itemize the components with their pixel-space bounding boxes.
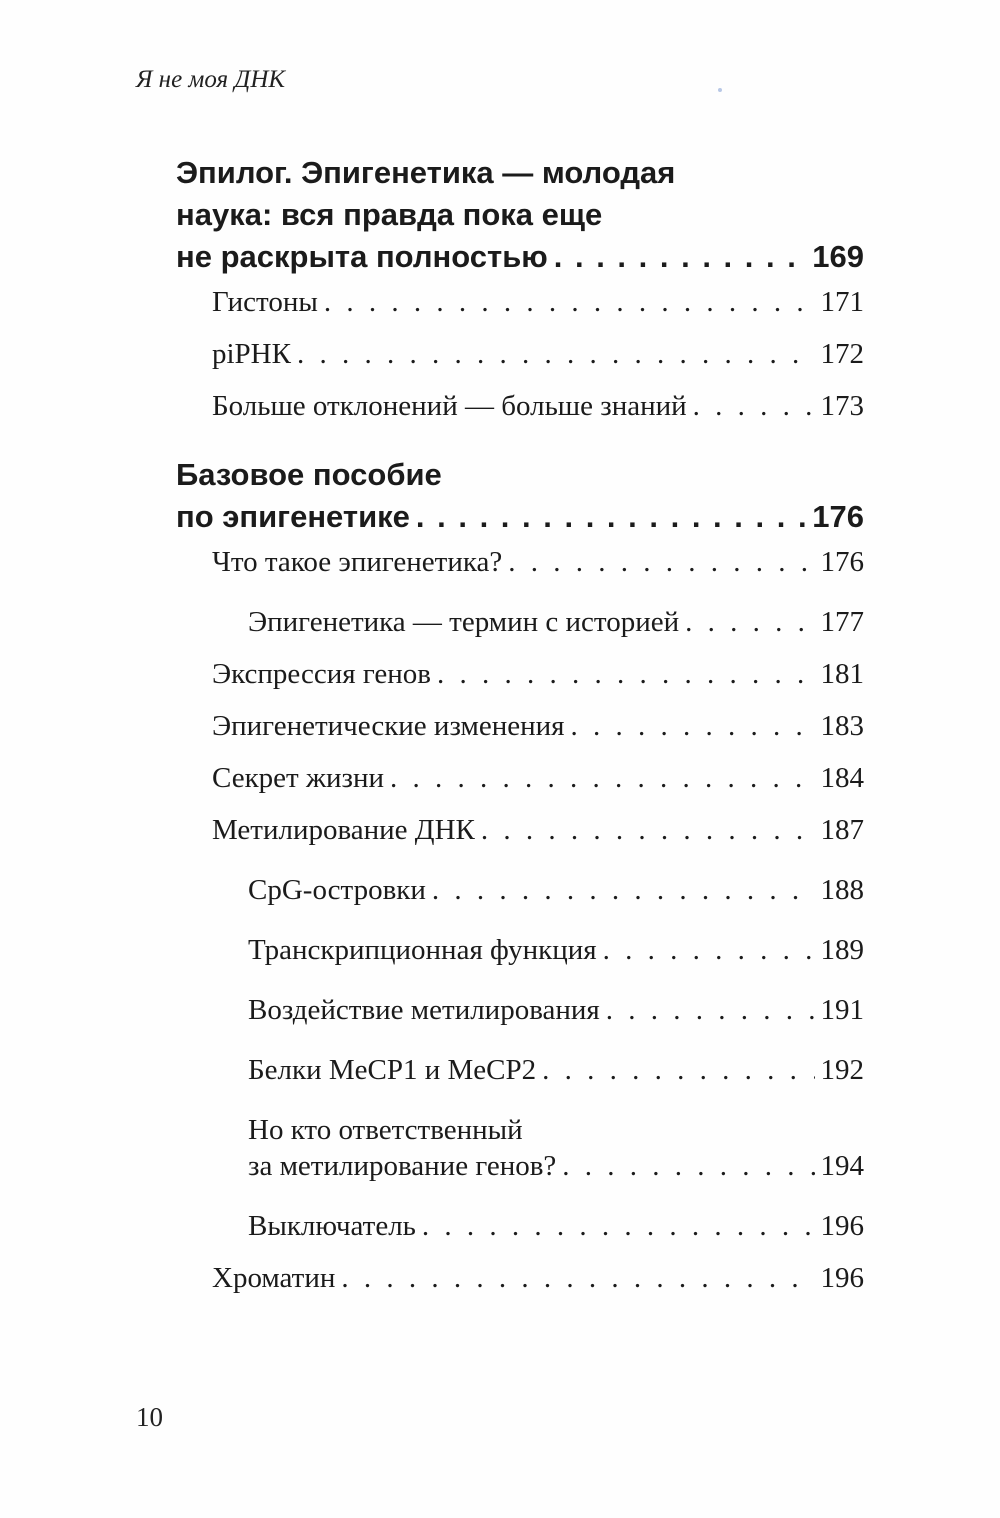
entry-page-number: 181 [820, 658, 864, 690]
toc-subentry[interactable] [176, 1052, 864, 1088]
entry-title: Гистоны [212, 286, 318, 318]
entry-title: Транскрипционная функция [248, 934, 597, 966]
entry-title: Метилирование ДНК [212, 814, 475, 846]
toc-entry[interactable] [176, 812, 864, 848]
entry-title: Секрет жизни [212, 762, 385, 794]
toc-entry[interactable] [176, 284, 864, 320]
toc-subentry[interactable] [176, 872, 864, 908]
entry-title: за метилирование генов? [248, 1150, 557, 1182]
toc-entry[interactable] [176, 544, 864, 580]
entry-page-number: 176 [820, 546, 864, 578]
dot-leader [416, 496, 806, 538]
entry-title: piРНК [212, 338, 291, 370]
dot-leader [481, 812, 815, 848]
page-number: 10 [136, 1402, 163, 1432]
entry-title: Эпигенетика — термин с историей [248, 606, 680, 638]
entry-page-number: 189 [820, 934, 864, 966]
dot-leader [693, 388, 815, 424]
running-head: Я не моя ДНК [136, 66, 285, 93]
entry-page-number: 188 [820, 874, 864, 906]
toc-subentry[interactable] [176, 604, 864, 640]
entry-page-number: 172 [820, 338, 864, 370]
entry-page-number: 191 [820, 994, 864, 1026]
entry-page-number: 177 [820, 606, 864, 638]
chapter-title-line: по эпигенетике [176, 499, 410, 534]
dot-leader [432, 872, 815, 908]
chapter-title-line: не раскрыта полностью [176, 239, 548, 274]
chapter-page-number: 176 [812, 499, 864, 534]
entry-page-number: 187 [820, 814, 864, 846]
dot-leader [341, 1260, 814, 1296]
dot-leader [324, 284, 815, 320]
chapter-title-line: наука: вся правда пока еще [176, 197, 603, 232]
entry-title: Больше отклонений — больше знаний [212, 390, 687, 422]
toc-entry[interactable] [176, 656, 864, 692]
toc-chapter-basic-guide[interactable] [176, 454, 864, 538]
entry-title: CpG-островки [248, 874, 426, 906]
dot-leader [437, 656, 815, 692]
entry-title: Эпигенетические изменения [212, 710, 565, 742]
dot-leader [571, 708, 815, 744]
dot-leader [685, 604, 814, 640]
dot-leader [390, 760, 814, 796]
dot-leader [508, 544, 814, 580]
toc-chapter-epilogue[interactable] [176, 152, 864, 278]
entry-title: Воздействие метилирования [248, 994, 600, 1026]
dot-leader [606, 992, 815, 1028]
entry-page-number: 192 [820, 1054, 864, 1086]
entry-page-number: 184 [820, 762, 864, 794]
chapter-page-number: 169 [812, 239, 864, 274]
dot-leader [542, 1052, 814, 1088]
toc-entry[interactable] [176, 388, 864, 424]
chapter-title-line: Эпилог. Эпигенетика — молодая [176, 155, 676, 190]
toc-subentry[interactable] [176, 932, 864, 968]
entry-page-number: 196 [820, 1262, 864, 1294]
dot-leader [562, 1148, 814, 1184]
entry-title: Хроматин [212, 1262, 336, 1294]
toc-entry[interactable] [176, 760, 864, 796]
toc-subentry[interactable] [176, 1208, 864, 1244]
table-of-contents [176, 152, 864, 1296]
entry-page-number: 183 [820, 710, 864, 742]
entry-title: Но кто ответственный [248, 1114, 523, 1146]
toc-subentry[interactable] [176, 992, 864, 1028]
toc-entry[interactable] [176, 1260, 864, 1296]
entry-page-number: 196 [820, 1210, 864, 1242]
entry-title: Что такое эпигенетика? [212, 546, 503, 578]
entry-title: Экспрессия генов [212, 658, 431, 690]
toc-entry[interactable] [176, 336, 864, 372]
toc-subentry[interactable] [176, 1112, 864, 1184]
entry-title: Белки MeCP1 и MeCP2 [248, 1054, 537, 1086]
entry-page-number: 171 [820, 286, 864, 318]
dot-leader [422, 1208, 815, 1244]
dot-leader [603, 932, 815, 968]
speck-mark [718, 88, 722, 92]
entry-page-number: 194 [820, 1150, 864, 1182]
chapter-title-line: Базовое пособие [176, 457, 442, 492]
dot-leader [297, 336, 815, 372]
toc-entry[interactable] [176, 708, 864, 744]
entry-title: Выключатель [248, 1210, 416, 1242]
dot-leader [554, 236, 807, 278]
entry-page-number: 173 [820, 390, 864, 422]
